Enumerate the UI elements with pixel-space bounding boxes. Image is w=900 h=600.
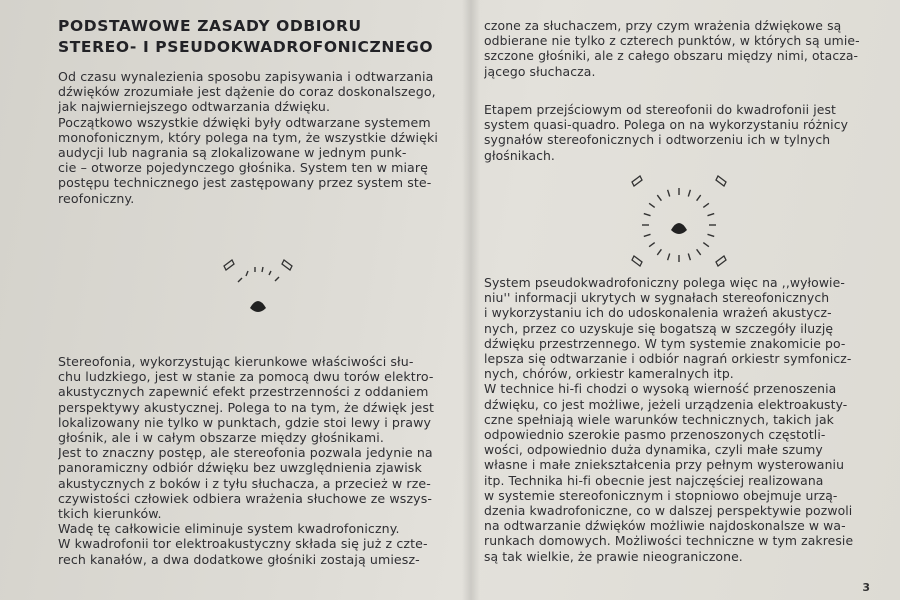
text-line: czone za słuchaczem, przy czym wrażenia dźwiękowe są xyxy=(484,18,842,33)
ring-dash xyxy=(697,249,701,255)
ring-dash xyxy=(703,243,709,247)
text-line: dźwięku przestrzennego. W tym systemie znakomicie po- xyxy=(484,335,846,351)
text-line: czywistości człowiek odbiera wrażenia słuchowe ze wszys- xyxy=(58,490,433,506)
front-right-speaker-icon xyxy=(716,176,726,186)
text-line: i wykorzystaniu ich do udoskonalenia wrażeń akustycz- xyxy=(484,305,832,321)
quasi-quadro-paragraph xyxy=(484,102,874,163)
listener-icon xyxy=(250,301,266,312)
text-line: niu'' informacji ukrytych w sygnałach stereofonicznych xyxy=(484,290,830,306)
quadro-diagram-icon xyxy=(624,168,734,280)
text-line: perspektywy akustycznej. Polega to na tym, że dźwięk jest xyxy=(58,399,435,415)
text-line: chu ludzkiego, jest w stanie za pomocą dwu torów elektro- xyxy=(58,369,434,385)
text-line: dzenia kwadrofoniczne, co w dalszej perspektywie pozwoli xyxy=(484,503,853,519)
text-line: akustycznych zapewnić efekt przestrzenności z oddaniem xyxy=(58,384,429,400)
text-line: jącego słuchacza. xyxy=(484,63,596,79)
text-line: lokalizowany nie tylko w punktach, gdzie stoi lewy i prawy xyxy=(58,414,432,430)
text-line: szczone głośniki, ale z całego obszaru między nimi, otacza- xyxy=(484,48,859,64)
ring-dash xyxy=(649,203,655,207)
text-line: runkach domowych. Możliwości techniczne w tym zakresie xyxy=(484,533,854,549)
text-line: Od czasu wynalezienia sposobu zapisywania i odtwarzania xyxy=(58,69,434,84)
ring-dash xyxy=(688,190,690,197)
stereo-paragraph xyxy=(58,354,466,567)
text-line: dźwięków zrozumiałe jest dążenie do coraz doskonalszego, xyxy=(58,84,436,100)
text-line: głośnikach. xyxy=(484,147,555,163)
text-line: audycji lub nagrania są zlokalizowane w jednym punk- xyxy=(58,145,407,161)
text-line: lepsza się odtwarzanie i odbiór nagrań orkiestr symfonicz- xyxy=(484,351,852,367)
ring-dash xyxy=(668,254,670,261)
ring-dash xyxy=(708,214,715,216)
text-line: odpowiednio szerokie pasmo przenoszonych częstotli- xyxy=(484,427,826,443)
text-line: nych, przez co uzyskuje się bogatszą w szczegóły iluzję xyxy=(484,320,834,336)
text-line: Stereofonia, wykorzystując kierunkowe właściwości słu- xyxy=(58,354,414,369)
listener-icon xyxy=(671,223,687,234)
rear-right-speaker-icon xyxy=(716,256,726,266)
ring-dash xyxy=(703,203,709,207)
text-line: własne i małe zniekształcenia przy pełnym wysterowaniu xyxy=(484,457,845,473)
text-line: głośnik, ale i w całym obszarze między głośnikami. xyxy=(58,430,384,446)
ring-dash xyxy=(697,195,701,201)
text-line: System pseudokwadrofoniczny polega więc na ,,wyłowie- xyxy=(484,275,845,290)
ring-dash xyxy=(649,243,655,247)
section-title xyxy=(58,16,466,58)
text-line: są tak wielkie, że prawie nieograniczone. xyxy=(484,548,743,564)
ring-dash xyxy=(657,249,661,255)
text-line: Początkowo wszystkie dźwięki były odtwarzane systemem xyxy=(58,114,431,130)
text-line: akustycznych z boków i z tyłu słuchacza, a przecież w rze- xyxy=(58,475,431,491)
pseudo-quadro-paragraph xyxy=(484,275,874,564)
text-line: cie – otworze pojedynczego głośnika. System ten w miarę xyxy=(58,160,428,176)
title-line-1: PODSTAWOWE ZASADY ODBIORU xyxy=(58,17,362,35)
text-line: tkich kierunków. xyxy=(58,506,162,522)
text-line: sygnałów stereofonicznych i odtworzeniu ich w tylnych xyxy=(484,132,831,148)
text-line: panoramiczny odbiór dźwięku bez uwzględnienia zjawisk xyxy=(58,460,422,476)
right-speaker-icon xyxy=(282,260,292,270)
text-line: w systemie stereofonicznym i stopniowo obejmuje urzą- xyxy=(484,487,838,503)
rear-left-speaker-icon xyxy=(632,256,642,266)
left-column xyxy=(58,16,466,567)
text-line: rech kanałów, a dwa dodatkowe głośniki zostają umiesz- xyxy=(58,551,420,567)
ring-dash xyxy=(668,190,670,197)
intro-paragraph xyxy=(58,69,466,206)
text-line: jak najwierniejszego odtwarzania dźwięku. xyxy=(58,99,331,115)
front-left-speaker-icon xyxy=(632,176,642,186)
text-line: na odtwarzanie dźwięków możliwie najdoskonalsze w wa- xyxy=(484,518,846,534)
text-line: dźwięku, co jest możliwe, jeżeli urządzenia elektroakusty- xyxy=(484,396,848,412)
text-line: reofoniczny. xyxy=(58,190,135,206)
left-speaker-icon xyxy=(224,260,234,270)
text-line: czne spełniają wiele warunków technicznych, takich jak xyxy=(484,411,834,427)
stereo-diagram-icon xyxy=(218,252,298,322)
text-line: monofonicznym, który polega na tym, że wszystkie dźwięki xyxy=(58,129,438,145)
text-line: Etapem przejściowym od stereofonii do kwadrofonii jest xyxy=(484,102,836,117)
ring-dash xyxy=(688,254,690,261)
text-line: W technice hi-fi chodzi o wysoką wierność przenoszenia xyxy=(484,381,837,397)
text-line: wości, odpowiednio duża dynamika, czyli małe szumy xyxy=(484,442,823,458)
ring-dash xyxy=(657,195,661,201)
text-line: W kwadrofonii tor elektroakustyczny składa się już z czte- xyxy=(58,536,428,552)
text-line: system quasi-quadro. Polega on na wykorzystaniu różnicy xyxy=(484,117,849,133)
text-line: itp. Technika hi-fi obecnie jest najczęściej realizowana xyxy=(484,472,824,488)
text-line: Jest to znaczny postęp, ale stereofonia pozwala jedynie na xyxy=(58,445,433,461)
text-line: odbierane nie tylko z czterech punktów, w których są umie- xyxy=(484,33,860,49)
ring-dash xyxy=(644,234,651,236)
page-number: 3 xyxy=(862,581,870,594)
text-line: Wadę tę całkowicie eliminuje system kwadrofoniczny. xyxy=(58,521,400,537)
ring-dash xyxy=(644,214,651,216)
text-line: nych, chórów, orkiestr kameralnych itp. xyxy=(484,366,734,382)
text-line: postępu technicznego jest zastępowany przez system ste- xyxy=(58,175,432,191)
continuation-paragraph xyxy=(484,18,874,79)
title-line-2: STEREO- I PSEUDOKWADROFONICZNEGO xyxy=(58,38,434,56)
ring-dash xyxy=(708,234,715,236)
